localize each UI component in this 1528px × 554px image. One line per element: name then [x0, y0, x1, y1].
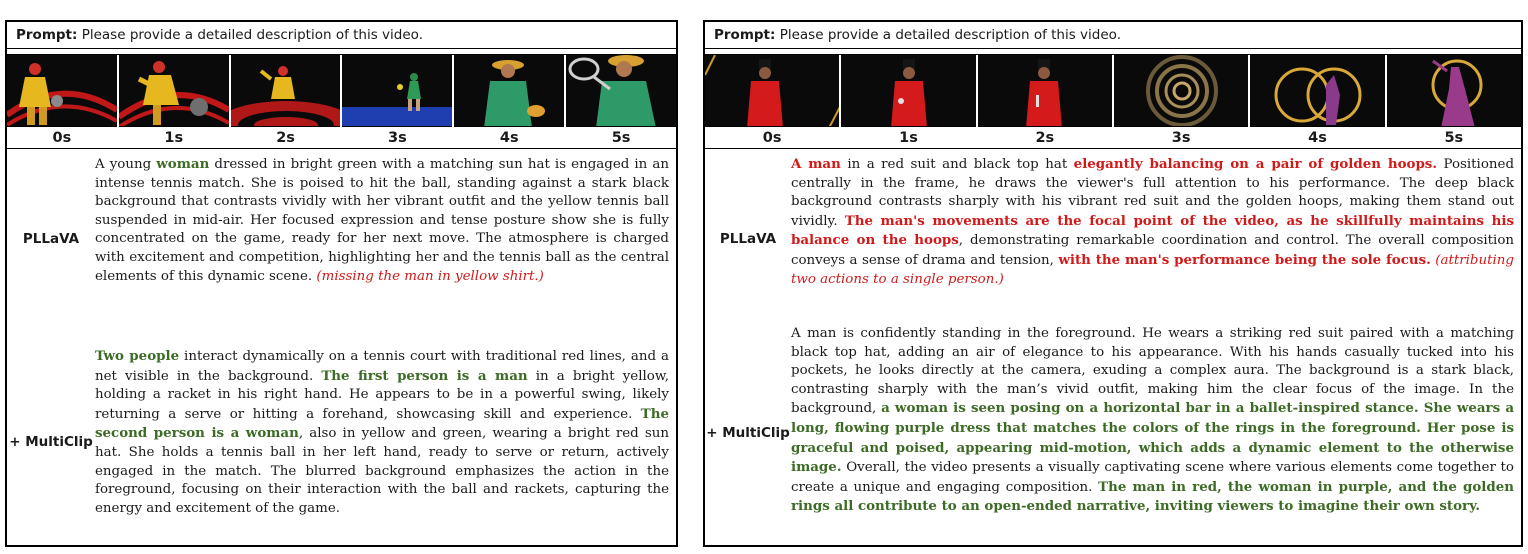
frame-image — [978, 55, 1112, 128]
video-frame — [1114, 55, 1250, 148]
error-note: (attributing two actions to a single person.) — [791, 252, 1514, 287]
highlight-text: with the man's performance being the sole focus. — [1058, 251, 1431, 268]
frame-image — [1250, 55, 1384, 128]
highlight-text: The man's movements are the focal point of the video, as he skillfully maintains his balance on the hoops — [791, 212, 1514, 249]
frame-timestamp: 5s — [566, 126, 676, 148]
highlight-text: woman — [156, 156, 210, 172]
video-frame-strip — [705, 54, 1521, 149]
highlight-text: Two people — [95, 348, 180, 364]
frame-image — [1114, 55, 1248, 128]
frame-timestamp: 5s — [1387, 126, 1521, 148]
highlight-text: The second person is a woman — [95, 405, 669, 442]
frame-image — [119, 55, 229, 128]
pllava-row — [705, 155, 1521, 323]
frame-image — [566, 55, 676, 128]
video-frame — [1250, 55, 1386, 148]
multiclip-description: Two people interact dynamically on a tennis court with traditional red lines, and a net visible in the background. The first person is a man in a bright yellow, holding a racket in his right hand. He appears to be in a powerful swing, likely returning a serve or hitting a forehand, showcasing skill and experience. The second person is a woman, also in yellow and green, wearing a bright red sun hat. She holds a tennis ball in her left hand, ready to serve or return, actively engaged in the match. The blurred background emphasizes the action in the foreground, focusing on their interaction with the ball and rackets, capturing the energy and excitement of the game. — [95, 348, 669, 516]
video-frame — [841, 55, 977, 148]
prompt-label: Prompt: — [714, 27, 776, 43]
frame-timestamp: 4s — [1250, 126, 1384, 148]
video-frame-strip — [7, 54, 676, 149]
video-frame — [342, 55, 454, 148]
frame-image — [841, 55, 975, 128]
video-frame — [454, 55, 566, 148]
right-example-panel — [703, 20, 1523, 547]
method-label: PLLaVA — [719, 231, 777, 247]
left-example-panel — [5, 20, 678, 547]
pllava-description: A young woman dressed in bright green with a matching sun hat is engaged in an intense tennis match. She is poised to hit the ball, standing against a stark black background that contrasts vividly with her vibrant outfit and the yellow tennis ball suspended in mid-air. Her focused expression and tense posture show she is fully concentrated on the game, ready for her next move. The atmosphere is charged with excitement and competition, highlighting her and the tennis ball as the central elements of this dynamic scene. (missing the man in yellow shirt.) — [95, 156, 669, 284]
frame-timestamp: 0s — [705, 126, 839, 148]
pllava-description: A man in a red suit and black top hat elegantly balancing on a pair of golden hoops. Positioned centrally in the frame, he draws the viewer's full attention to his performance. The deep black background contrasts sharply with his vibrant red suit and the golden hoops, making them stand out vividly. The man's movements are the focal point of the video, as he skillfully maintains his balance on the hoops, demonstrating remarkable coordination and control. The overall composition conveys a sense of drama and tension, with the man's performance being the sole focus. (attributing two actions to a single person.) — [791, 156, 1515, 287]
frame-image — [342, 55, 452, 128]
highlight-text: The man in red, the woman in purple, and the golden rings all contribute to an open-ended narrative, inviting viewers to imagine their own story. — [791, 478, 1514, 515]
frame-timestamp: 2s — [978, 126, 1112, 148]
frame-image — [454, 55, 564, 128]
frame-timestamp: 1s — [841, 126, 975, 148]
frame-timestamp: 3s — [1114, 126, 1248, 148]
video-frame — [119, 55, 231, 148]
video-frame — [1387, 55, 1521, 148]
highlight-text: A man — [791, 156, 841, 172]
method-label: PLLaVA — [22, 231, 80, 247]
prompt-text: Please provide a detailed description of this video. — [775, 27, 1121, 43]
frame-timestamp: 2s — [231, 126, 341, 148]
multiclip-description: A man is confidently standing in the foreground. He wears a striking red suit paired with a matching black top hat, adding an air of elegance to his appearance. With his hands casually tucked into his pockets, he looks directly at the camera, exuding a complex aura. The background is a stark black, contrasting sharply with the man’s vivid outfit, making him the clear focus of the image. In the background, a woman is seen posing on a horizontal bar in a ballet-inspired stance. She wears a long, flowing purple dress that matches the colors of the rings in the foreground. Her pose is graceful and poised, appearing mid-motion, which adds a dynamic element to the otherwise image. Overall, the video presents a visually captivating scene where various elements come together to create a unique and engaging composition. The man in red, the woman in purple, and the golden rings all contribute to an open-ended narrative, inviting viewers to imagine their own story. — [791, 326, 1514, 515]
highlight-text: a woman is seen posing on a horizontal bar in a ballet-inspired stance. She wears a long, flowing purple dress that matches the colors of the rings in the foreground. Her pose is graceful and poised, appearing mid-motion, which adds a dynamic element to the otherwise image. — [791, 400, 1514, 476]
prompt-line — [7, 22, 676, 49]
prompt-line — [705, 22, 1521, 49]
method-label: + MultiClip — [706, 424, 790, 441]
frame-timestamp: 0s — [7, 126, 117, 148]
multiclip-row — [705, 325, 1521, 540]
frame-image — [705, 55, 839, 128]
video-frame — [566, 55, 676, 148]
prompt-label: Prompt: — [16, 27, 78, 43]
multiclip-row — [7, 347, 676, 537]
frame-timestamp: 4s — [454, 126, 564, 148]
pllava-row — [7, 155, 676, 323]
frame-timestamp: 3s — [342, 126, 452, 148]
frame-image — [231, 55, 341, 128]
video-frame — [705, 55, 841, 148]
highlight-text: elegantly balancing on a pair of golden hoops. — [1073, 156, 1438, 172]
error-note: (missing the man in yellow shirt.) — [316, 268, 544, 284]
video-frame — [7, 55, 119, 148]
video-frame — [231, 55, 343, 148]
frame-timestamp: 1s — [119, 126, 229, 148]
method-label: + MultiClip — [9, 434, 93, 450]
highlight-text: The first person is a man — [321, 367, 528, 384]
video-frame — [978, 55, 1114, 148]
prompt-text: Please provide a detailed description of this video. — [77, 27, 423, 43]
frame-image — [7, 55, 117, 128]
frame-image — [1387, 55, 1521, 128]
